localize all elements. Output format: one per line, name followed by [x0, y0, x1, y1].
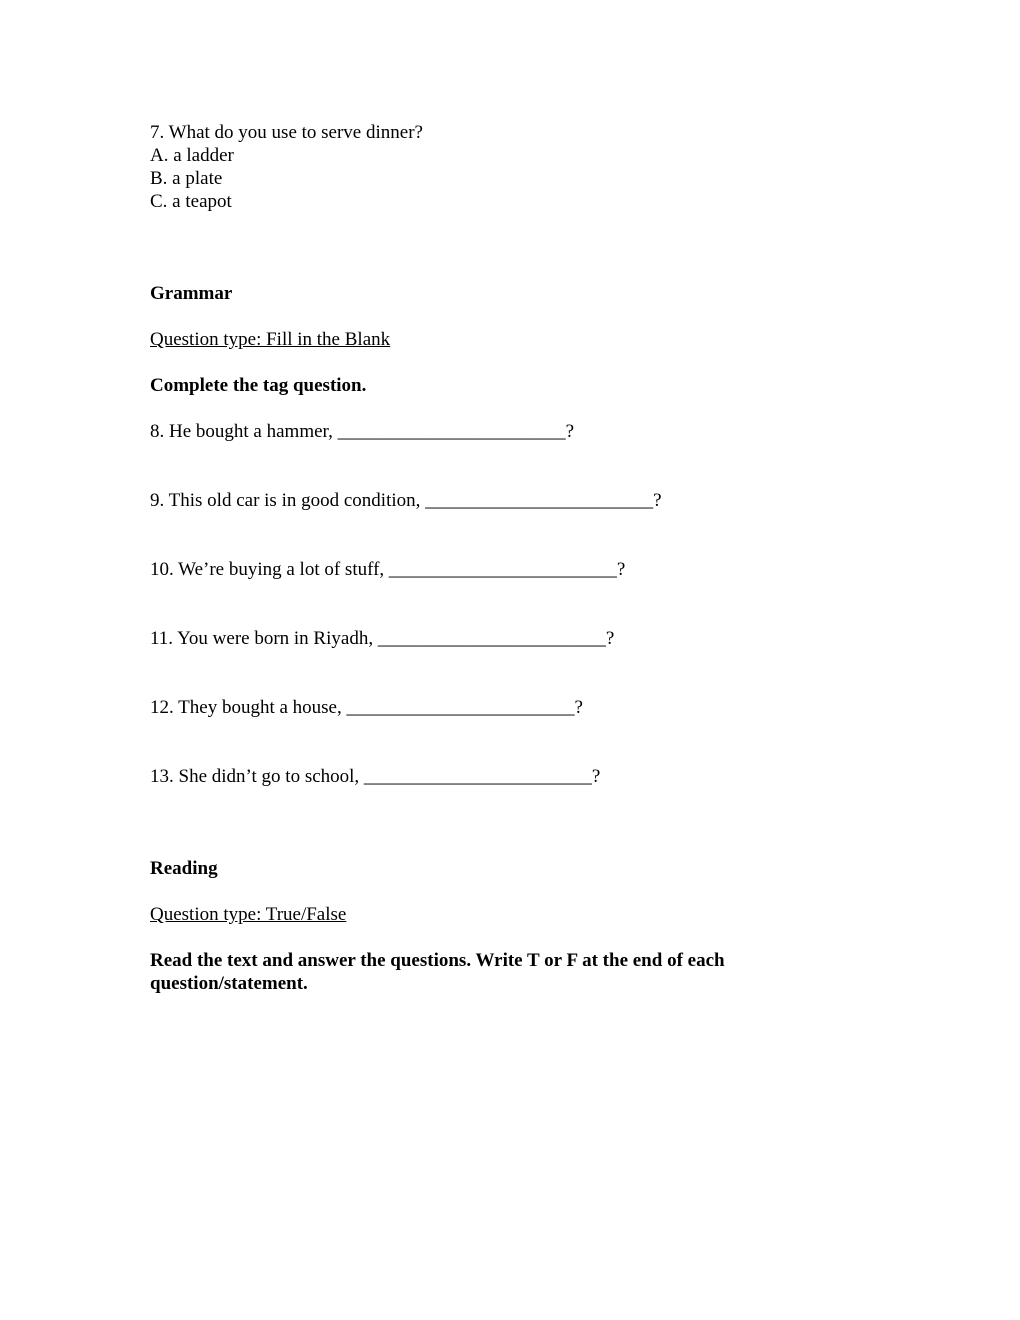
- grammar-item-12: 12. They bought a house, ________________________?: [150, 697, 583, 718]
- grammar-item-10: 10. We’re buying a lot of stuff, ________________________?: [150, 559, 626, 580]
- question-7-option-c: C. a teapot: [150, 191, 232, 212]
- grammar-item-9: 9. This old car is in good condition, ________________________?: [150, 490, 662, 511]
- grammar-instruction: Complete the tag question.: [150, 375, 367, 396]
- grammar-heading: Grammar: [150, 283, 233, 304]
- question-7-option-b: B. a plate: [150, 168, 223, 189]
- question-7-option-a: A. a ladder: [150, 145, 234, 166]
- grammar-item-8: 8. He bought a hammer, ________________________?: [150, 421, 575, 442]
- reading-question-type: Question type: True/False: [150, 904, 347, 925]
- question-7-prompt: 7. What do you use to serve dinner?: [150, 122, 423, 143]
- grammar-item-13: 13. She didn’t go to school, ________________________?: [150, 766, 601, 787]
- reading-heading: Reading: [150, 858, 218, 879]
- reading-instruction: Read the text and answer the questions. Write T or F at the end of each question/statement.: [150, 950, 725, 994]
- grammar-item-11: 11. You were born in Riyadh, ________________________?: [150, 628, 615, 649]
- grammar-question-type: Question type: Fill in the Blank: [150, 329, 391, 350]
